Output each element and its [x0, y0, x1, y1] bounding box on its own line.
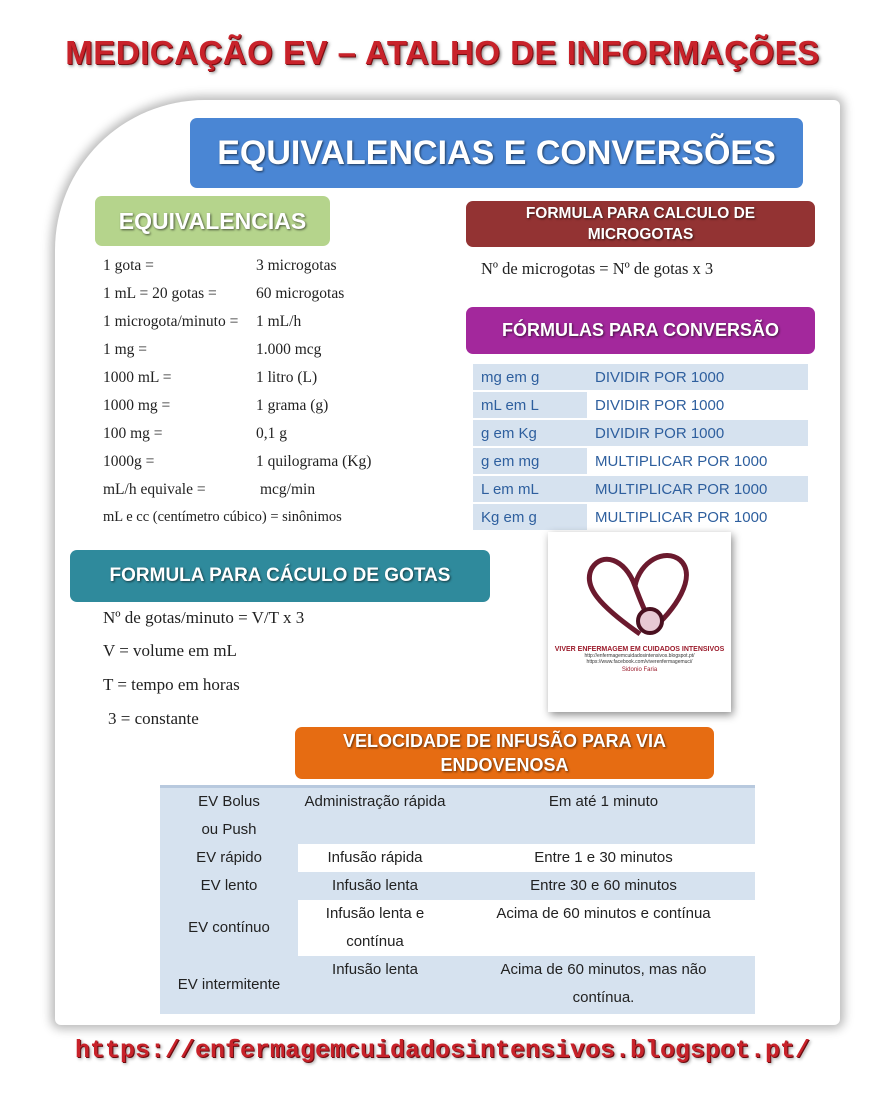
infusao-heading: VELOCIDADE DE INFUSÃO PARA VIA ENDOVENOSA	[295, 727, 714, 779]
table-row	[473, 390, 808, 418]
equiv-right: 1 grama (g)	[256, 397, 329, 414]
gotas-formula: Nº de gotas/minuto = V/T x 3	[103, 608, 305, 627]
equiv-last: mL e cc (centímetro cúbico) = sinônimos	[103, 509, 342, 525]
cell: g em mg	[473, 448, 587, 474]
cell: L em mL	[473, 476, 587, 502]
table-row	[160, 872, 755, 900]
logo-image	[548, 532, 731, 712]
logo-url: http://enfermagemcuidadosintensivos.blogspot.pt/	[584, 653, 695, 659]
infusion-table	[160, 785, 755, 1014]
table-row	[473, 418, 808, 446]
table-row	[473, 502, 808, 530]
cell: Em até 1 minuto	[548, 793, 659, 810]
equivalencias-heading: EQUIVALENCIAS	[95, 196, 330, 246]
cell: DIVIDIR POR 1000	[587, 420, 808, 446]
cell: mL em L	[473, 392, 587, 418]
cell: MULTIPLICAR POR 1000	[595, 508, 768, 526]
cell: MULTIPLICAR POR 1000	[595, 452, 768, 470]
table-row	[160, 844, 755, 872]
equiv-right: 60 microgotas	[256, 285, 345, 302]
table-row	[473, 362, 808, 390]
table-row	[160, 900, 755, 956]
microgotas-formula: Nº de microgotas = Nº de gotas x 3	[481, 259, 714, 278]
table-row	[473, 446, 808, 474]
gotas-line: 3 = constante	[108, 709, 199, 728]
equiv-right: 1 quilograma (Kg)	[256, 453, 372, 470]
equiv-left: 1 mg =	[103, 341, 148, 358]
page-title: MEDICAÇÃO EV – ATALHO DE INFORMAÇÕES	[65, 34, 820, 71]
equiv-left: mL/h equivale =	[103, 481, 206, 498]
table-row	[473, 474, 808, 502]
cell: Entre 1 e 30 minutos	[534, 849, 673, 866]
equiv-left: 1000 mg =	[103, 397, 171, 414]
stethoscope-heart-icon	[580, 546, 700, 641]
cell: Entre 30 e 60 minutos	[530, 877, 677, 894]
equiv-left: 1 mL = 20 gotas =	[103, 285, 217, 302]
cell: Infusão lenta e contínua	[325, 905, 425, 950]
conversao-heading: FÓRMULAS PARA CONVERSÃO	[466, 307, 815, 354]
cell: EV lento	[160, 872, 298, 900]
cell: EV rápido	[160, 844, 298, 872]
equiv-right: 1 mL/h	[256, 313, 302, 330]
cell: Acima de 60 minutos e contínua	[496, 905, 711, 922]
logo-title: VIVER ENFERMAGEM EM CUIDADOS INTENSIVOS	[554, 646, 725, 653]
logo-url: https://www.facebook.com/viverenfermagemuci/	[586, 659, 693, 665]
gotas-line: V = volume em mL	[103, 641, 237, 660]
table-row	[160, 788, 755, 844]
equiv-left: 1000 mL =	[103, 369, 172, 386]
cell: DIVIDIR POR 1000	[595, 396, 725, 414]
section-header: EQUIVALENCIAS E CONVERSÕES	[190, 118, 803, 188]
cell: EV intermitente	[160, 956, 298, 1014]
equiv-right: 0,1 g	[256, 425, 287, 442]
conversion-table	[473, 362, 808, 530]
cell: Infusão rápida	[327, 849, 423, 866]
equiv-left: 1 microgota/minuto =	[103, 313, 239, 330]
cell: Kg em g	[473, 504, 587, 530]
gotas-line: T = tempo em horas	[103, 675, 240, 694]
equiv-right: 3 microgotas	[256, 257, 337, 274]
cell: Administração rápida	[304, 793, 446, 810]
logo-author: Sidonio Faria	[621, 667, 658, 673]
equiv-left: 1 gota =	[103, 257, 154, 274]
equiv-left: 100 mg =	[103, 425, 163, 442]
microgotas-heading: FORMULA PARA CALCULO DE MICROGOTAS	[466, 201, 815, 247]
cell: Infusão lenta	[332, 877, 418, 894]
cell: mg em g	[473, 364, 587, 390]
equiv-right: mcg/min	[260, 481, 316, 498]
equiv-right: 1.000 mcg	[256, 341, 322, 358]
footer-url[interactable]: https://enfermagemcuidadosintensivos.blogspot.pt/	[74, 1036, 811, 1065]
equiv-left: 1000g =	[103, 453, 155, 470]
table-row	[160, 956, 755, 1014]
equiv-right: 1 litro (L)	[256, 369, 318, 386]
cell: DIVIDIR POR 1000	[587, 364, 808, 390]
gotas-heading: FORMULA PARA CÁCULO DE GOTAS	[70, 550, 490, 602]
cell: EV Bolus ou Push	[160, 788, 298, 844]
cell: EV contínuo	[160, 900, 298, 956]
cell: Infusão lenta	[332, 961, 418, 978]
cell: g em Kg	[473, 420, 587, 446]
cell: MULTIPLICAR POR 1000	[587, 476, 808, 502]
cell: Acima de 60 minutos, mas não contínua.	[500, 961, 707, 1006]
